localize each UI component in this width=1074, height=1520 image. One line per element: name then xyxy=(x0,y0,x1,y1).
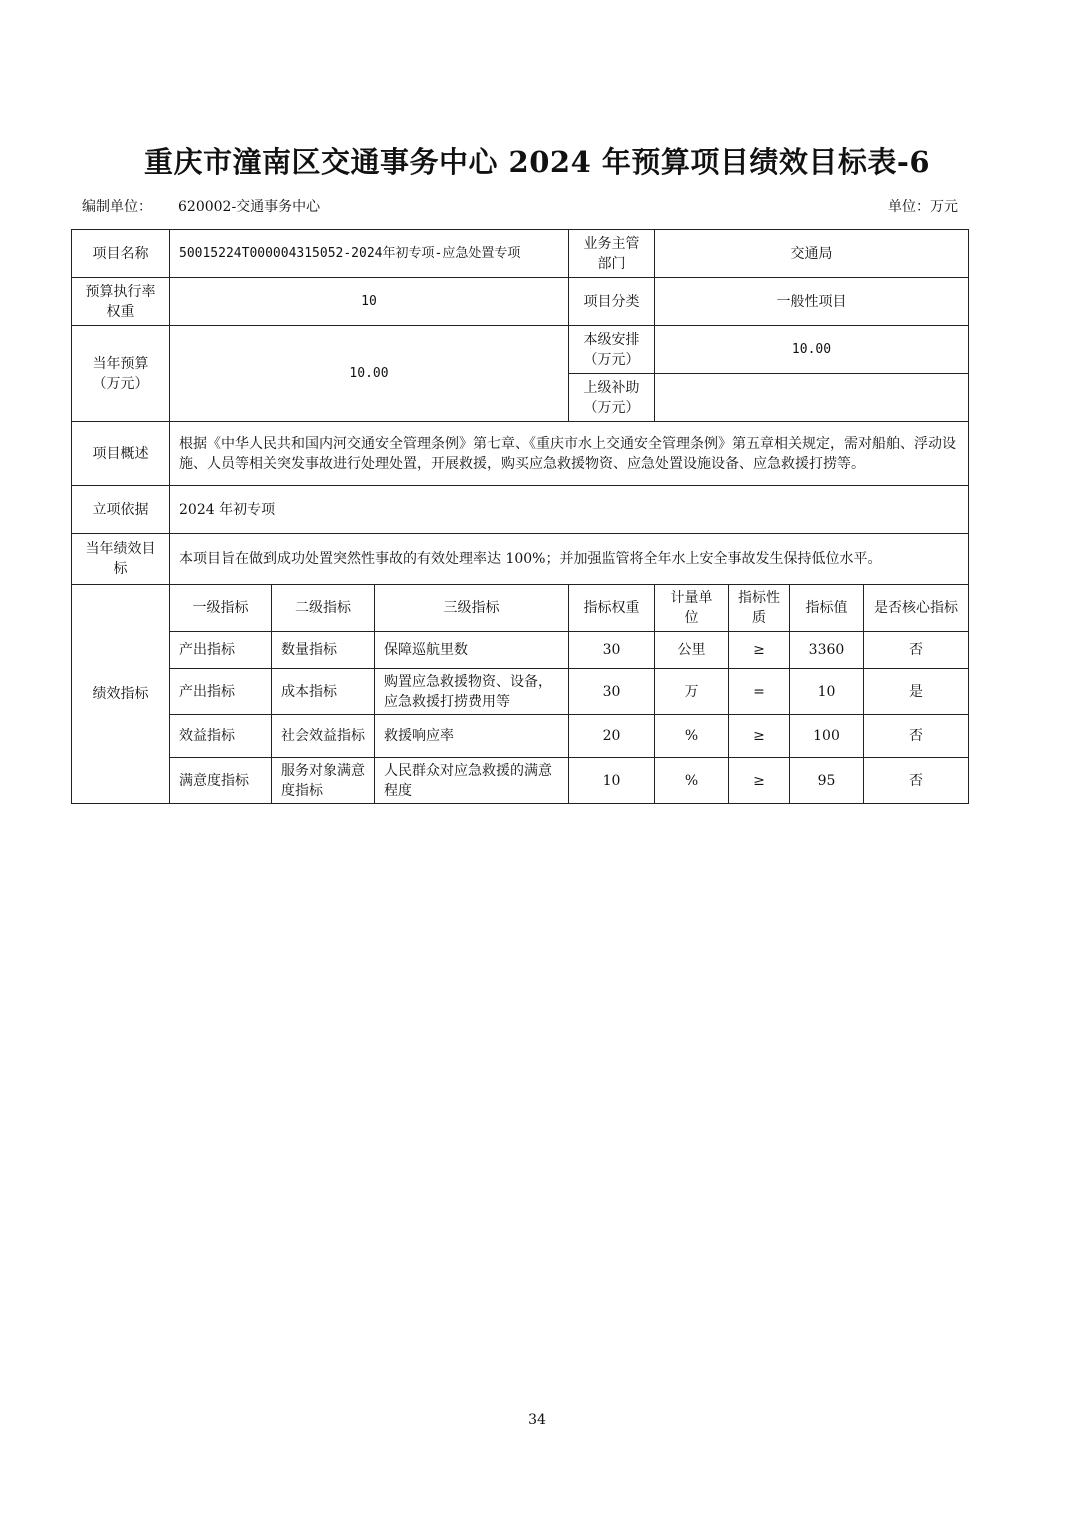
indicators-label: 绩效指标 xyxy=(72,585,170,804)
nature-cell: ≥ xyxy=(729,632,790,669)
level3-cell: 保障巡航里数 xyxy=(375,632,569,669)
budget-value: 10.00 xyxy=(170,326,569,422)
level2-cell: 数量指标 xyxy=(272,632,375,669)
unit-label: 单位：万元 xyxy=(888,199,958,215)
row-goal xyxy=(72,534,969,585)
header-cell: 一级指标 xyxy=(170,585,272,632)
overview-value: 根据《中华人民共和国内河交通安全管理条例》第七章、《重庆市水上交通安全管理条例》第五章相关规定，需对船舶、浮动设施、人员等相关突发事故进行处理处置，开展救援，购买应急救援物资、应急处置设施设备、应急救援打捞等。 xyxy=(170,422,969,486)
project-name-label: 项目名称 xyxy=(72,230,170,278)
level3-cell: 救援响应率 xyxy=(375,715,569,758)
overview-label: 项目概述 xyxy=(72,422,170,486)
core-flag-cell: 否 xyxy=(864,632,969,669)
indicator-row xyxy=(72,715,969,758)
level1-cell: 产出指标 xyxy=(170,669,272,715)
unit-cell: % xyxy=(655,715,729,758)
basis-label: 立项依据 xyxy=(72,486,170,534)
header-cell: 指标权重 xyxy=(569,585,655,632)
header-cell: 计量单位 xyxy=(655,585,729,632)
compiler-info xyxy=(82,196,320,216)
nature-cell: ≥ xyxy=(729,758,790,804)
compiler-label: 编制单位： xyxy=(82,199,152,215)
indicator-row xyxy=(72,632,969,669)
weight-cell: 30 xyxy=(569,669,655,715)
indicator-header-row xyxy=(72,585,969,632)
level1-cell: 效益指标 xyxy=(170,715,272,758)
row-basis xyxy=(72,486,969,534)
local-label: 本级安排（万元） xyxy=(569,326,655,374)
goal-value: 本项目旨在做到成功处置突然性事故的有效处理率达 100%；并加强监管将全年水上安全事故发生保持低位水平。 xyxy=(170,534,969,585)
level2-cell: 服务对象满意度指标 xyxy=(272,758,375,804)
header-cell: 三级指标 xyxy=(375,585,569,632)
page-number: 34 xyxy=(528,1412,546,1428)
indicator-row xyxy=(72,669,969,715)
dept-value: 交通局 xyxy=(655,230,969,278)
nature-cell: ≥ xyxy=(729,715,790,758)
row-exec-weight xyxy=(72,278,969,326)
level2-cell: 社会效益指标 xyxy=(272,715,375,758)
target-value-cell: 95 xyxy=(790,758,864,804)
goal-label: 当年绩效目标 xyxy=(72,534,170,585)
unit-cell: % xyxy=(655,758,729,804)
level1-cell: 产出指标 xyxy=(170,632,272,669)
category-value: 一般性项目 xyxy=(655,278,969,326)
row-budget xyxy=(72,326,969,374)
indicator-row xyxy=(72,758,969,804)
target-value-cell: 3360 xyxy=(790,632,864,669)
nature-cell: = xyxy=(729,669,790,715)
level2-cell: 成本指标 xyxy=(272,669,375,715)
subsidy-value xyxy=(655,374,969,422)
local-value: 10.00 xyxy=(655,326,969,374)
weight-cell: 30 xyxy=(569,632,655,669)
basis-value: 2024 年初专项 xyxy=(170,486,969,534)
category-label: 项目分类 xyxy=(569,278,655,326)
compiler-value: 620002-交通事务中心 xyxy=(178,199,321,215)
target-value-cell: 100 xyxy=(790,715,864,758)
weight-cell: 10 xyxy=(569,758,655,804)
level3-cell: 人民群众对应急救援的满意程度 xyxy=(375,758,569,804)
dept-label: 业务主管部门 xyxy=(569,230,655,278)
subsidy-label: 上级补助（万元） xyxy=(569,374,655,422)
header-cell: 指标性质 xyxy=(729,585,790,632)
project-name-value: 50015224T000004315052-2024年初专项-应急处置专项 xyxy=(170,230,569,278)
weight-cell: 20 xyxy=(569,715,655,758)
level1-cell: 满意度指标 xyxy=(170,758,272,804)
header-cell: 指标值 xyxy=(790,585,864,632)
page-title: 重庆市潼南区交通事务中心 2024 年预算项目绩效目标表-6 xyxy=(143,145,931,179)
exec-weight-label: 预算执行率权重 xyxy=(72,278,170,326)
header-cell: 二级指标 xyxy=(272,585,375,632)
core-flag-cell: 否 xyxy=(864,715,969,758)
core-flag-cell: 否 xyxy=(864,758,969,804)
exec-weight-value: 10 xyxy=(170,278,569,326)
core-flag-cell: 是 xyxy=(864,669,969,715)
target-value-cell: 10 xyxy=(790,669,864,715)
header-cell: 是否核心指标 xyxy=(864,585,969,632)
performance-table xyxy=(71,229,969,804)
row-project-name xyxy=(72,230,969,278)
unit-cell: 公里 xyxy=(655,632,729,669)
unit-cell: 万 xyxy=(655,669,729,715)
budget-label: 当年预算（万元） xyxy=(72,326,170,422)
level3-cell: 购置应急救援物资、设备，应急救援打捞费用等 xyxy=(375,669,569,715)
row-overview xyxy=(72,422,969,486)
